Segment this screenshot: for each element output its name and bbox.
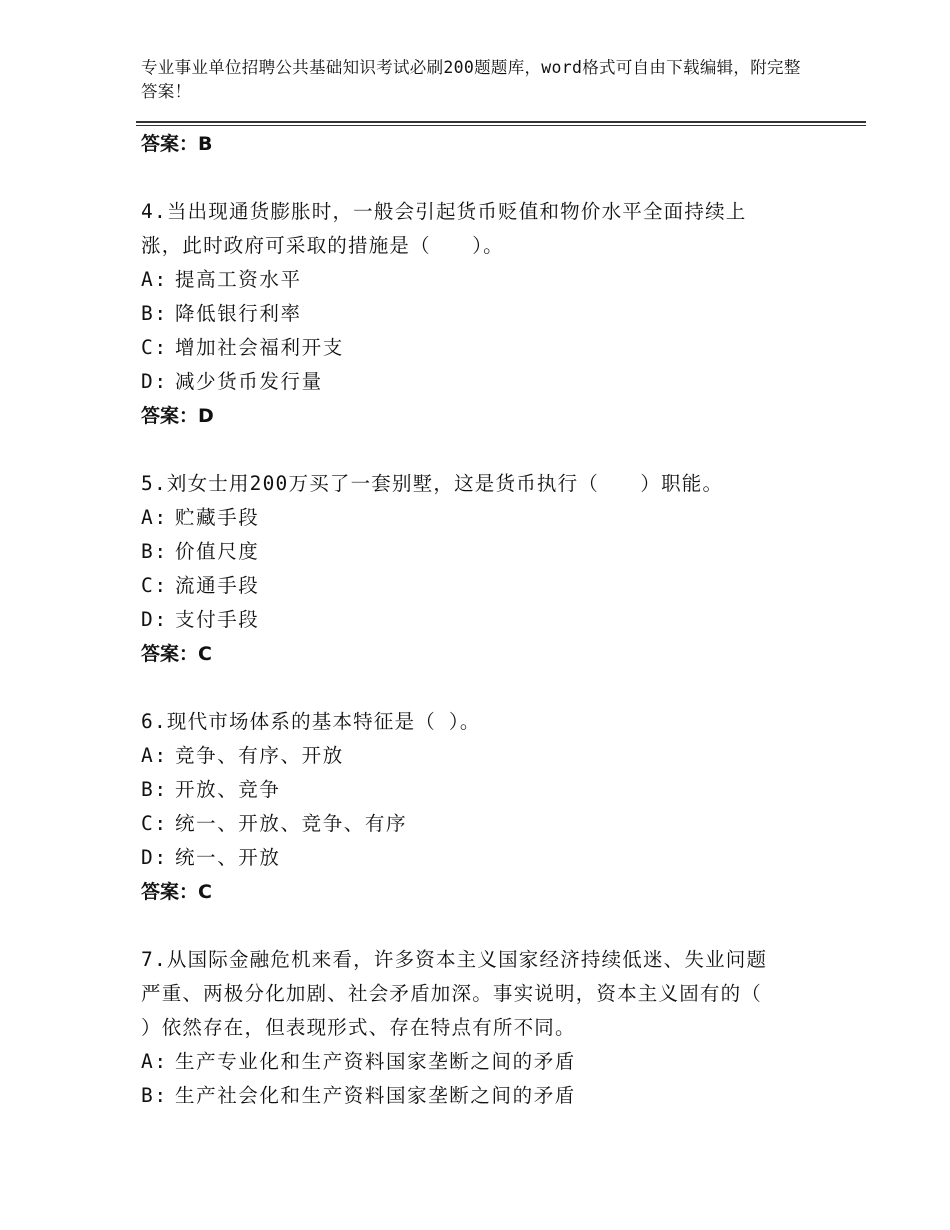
option-letter: B: [141, 1084, 168, 1107]
question-stem-line: 涨，此时政府可采取的措施是（ ）。 [141, 234, 504, 257]
page-header [141, 56, 801, 104]
option-letter: A: [141, 1050, 168, 1073]
question-6 [141, 705, 821, 909]
option-c [141, 331, 821, 365]
question-stem-line: 4.当出现通货膨胀时，一般会引起货币贬值和物价水平全面持续上 [141, 200, 747, 223]
option-letter: B: [141, 540, 168, 563]
option-letter: A: [141, 744, 168, 767]
option-d [141, 841, 821, 875]
option-letter: B: [141, 778, 168, 801]
question-stem-line: 5.刘女士用200万买了一套别墅，这是货币执行（ ）职能。 [141, 472, 724, 495]
option-text: 流通手段 [175, 574, 260, 597]
option-text: 减少货币发行量 [175, 370, 323, 393]
option-letter: D: [141, 370, 168, 393]
option-b [141, 773, 821, 807]
option-d [141, 365, 821, 399]
option-letter: C: [141, 336, 168, 359]
option-text: 竞争、有序、开放 [175, 744, 344, 767]
answer-line: 答案：D [141, 405, 214, 427]
answer-line: 答案：B [141, 133, 213, 155]
option-a [141, 739, 821, 773]
option-a [141, 1045, 821, 1079]
option-text: 提高工资水平 [175, 268, 302, 291]
option-b [141, 535, 821, 569]
option-text: 生产社会化和生产资料国家垄断之间的矛盾 [175, 1084, 576, 1107]
option-text: 增加社会福利开支 [175, 336, 344, 359]
option-text: 开放、竞争 [175, 778, 281, 801]
answer-line: 答案：C [141, 643, 212, 665]
option-text: 降低银行利率 [175, 302, 302, 325]
option-b [141, 297, 821, 331]
question-7 [141, 943, 821, 1113]
document-body [141, 126, 821, 1113]
option-a [141, 263, 821, 297]
option-text: 支付手段 [175, 608, 260, 631]
option-letter: A: [141, 268, 168, 291]
option-letter: D: [141, 608, 168, 631]
question-stem-line: ）依然存在，但表现形式、存在特点有所不同。 [141, 1016, 576, 1039]
option-text: 贮藏手段 [175, 506, 260, 529]
option-letter: B: [141, 302, 168, 325]
question-4 [141, 195, 821, 433]
option-text: 价值尺度 [175, 540, 260, 563]
answer-line: 答案：C [141, 881, 212, 903]
question-stem-line: 6.现代市场体系的基本特征是（ ）。 [141, 710, 481, 733]
option-text: 生产专业化和生产资料国家垄断之间的矛盾 [175, 1050, 576, 1073]
question-stem-line: 严重、两极分化加剧、社会矛盾加深。事实说明，资本主义固有的（ [141, 982, 763, 1005]
option-c [141, 807, 821, 841]
option-text: 统一、开放 [175, 846, 281, 869]
question-stem-line: 7.从国际金融危机来看，许多资本主义国家经济持续低迷、失业问题 [141, 948, 768, 971]
option-letter: C: [141, 812, 168, 835]
option-d [141, 603, 821, 637]
option-letter: C: [141, 574, 168, 597]
question-5 [141, 467, 821, 671]
option-c [141, 569, 821, 603]
option-letter: A: [141, 506, 168, 529]
option-a [141, 501, 821, 535]
option-text: 统一、开放、竞争、有序 [175, 812, 408, 835]
option-letter: D: [141, 846, 168, 869]
header-text: 专业事业单位招聘公共基础知识考试必刷200题题库，word格式可自由下载编辑，附完整答案！ [141, 58, 801, 101]
option-b [141, 1079, 821, 1113]
